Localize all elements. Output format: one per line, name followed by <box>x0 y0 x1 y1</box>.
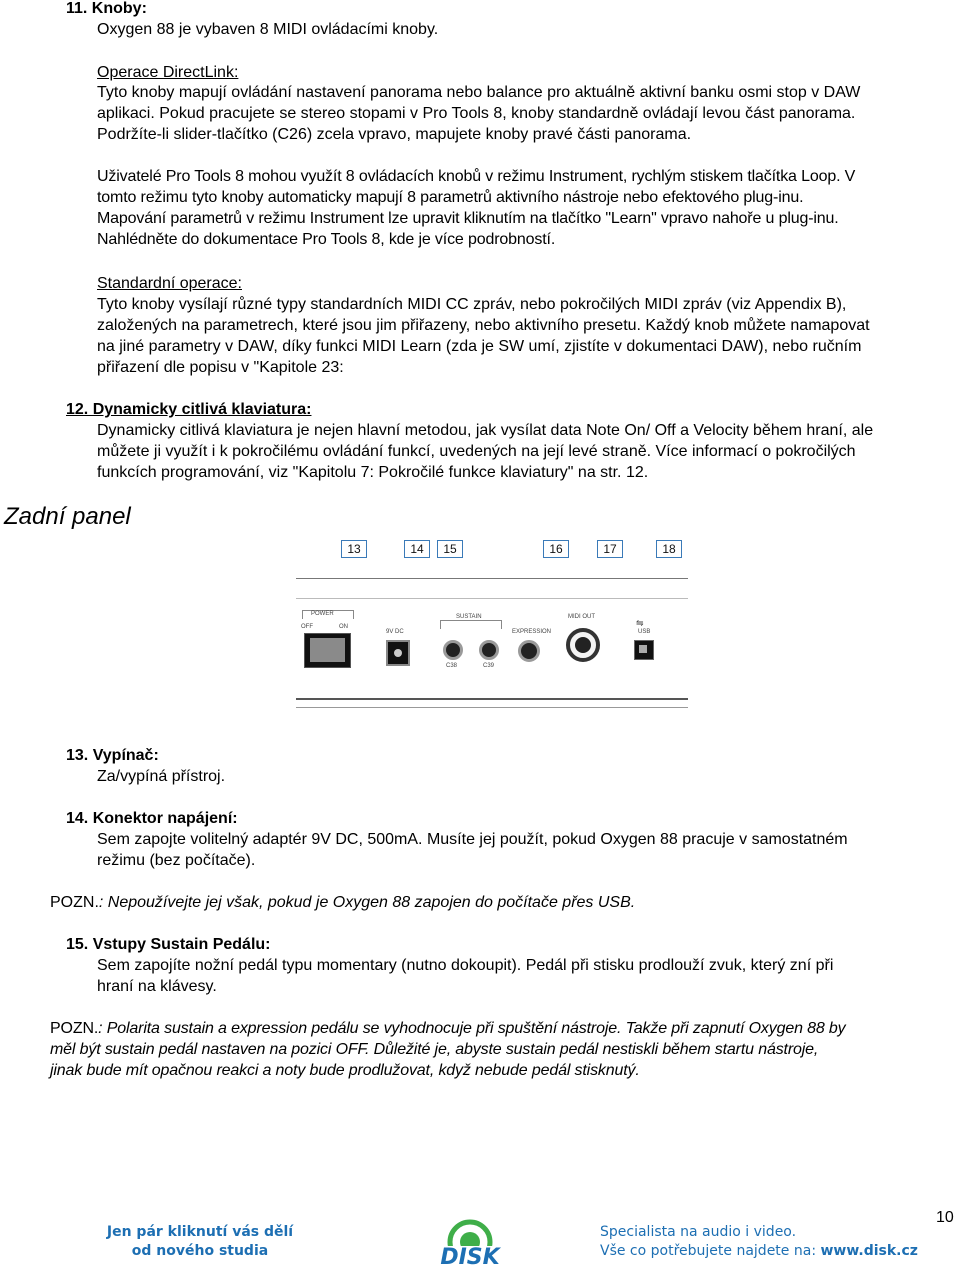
section-14-line-1: Sem zapojte volitelný adaptér 9V DC, 500mA. Musíte jej použít, pokud Oxygen 88 pracuje v samostatném <box>97 831 848 848</box>
section-15-line-2: hraní na klávesy. <box>97 978 217 995</box>
callout-15: 15 <box>437 540 463 558</box>
footer-slogan <box>90 1223 310 1261</box>
power-label: POWER <box>311 611 334 617</box>
usb-port-inner <box>639 645 647 653</box>
protools-line-4: Nahlédněte do dokumentace Pro Tools 8, kde je více podrobností. <box>97 231 556 248</box>
footer-slogan-line-1: Jen pár kliknutí vás dělí <box>106 1224 294 1240</box>
rear-panel-title: Zadní panel <box>4 503 131 530</box>
usb-label: USB <box>638 629 651 635</box>
section-15-line-1: Sem zapojíte nožní pedál typu momentary (nutno dokoupit). Pedál při stisku prodlouží zvuk, který zní při <box>97 957 834 974</box>
note-2-line-3: jinak bude mít opačnou reakci a noty bude prodlužovat, když nebude pedál stisknutý. <box>50 1062 640 1079</box>
sustain-label: SUSTAIN <box>456 614 482 620</box>
standard-line-4: přiřazení dle popisu v "Kapitole 23: <box>97 359 344 376</box>
note-2-text-1: : Polarita sustain a expression pedálu se vyhodnocuje při spuštění nástroje. Takže při zapnutí Oxygen 88 by <box>98 1020 846 1037</box>
expression-jack[interactable] <box>518 640 540 662</box>
midi-out-port[interactable] <box>566 628 600 662</box>
dc-jack-pin <box>394 649 402 657</box>
standard-title: Standardní operace: <box>97 275 242 292</box>
section-12-line-2: můžete ji využít i k pokročilému ovládání funkcí, uvedených na její levé straně. Více informací o pokročilých <box>97 443 856 460</box>
standard-line-3: na jiné parametry v DAW, díky funkci MIDI Learn (zda je SW umí, zjistíte v dokumentaci DAW), nebo ručním <box>97 338 862 355</box>
callout-13: 13 <box>341 540 367 558</box>
usb-icon: ⇋ <box>636 618 644 628</box>
note-1-text: : Nepoužívejte jej však, pokud je Oxygen 88 zapojen do počítače přes USB. <box>98 894 636 911</box>
sustain-jack-2[interactable] <box>479 640 499 660</box>
protools-line-2: tomto režimu tyto knoby automaticky mapují 8 parametrů aktivního nástroje nebo efektového plug-inu. <box>97 189 804 206</box>
sustain-bracket <box>440 620 502 629</box>
panel-base-edge <box>296 707 688 708</box>
c38-label: C38 <box>446 663 458 669</box>
directlink-line-2: aplikaci. Pokud pracujete se stereo stopami v Pro Tools 8, knoby standardně ovládají levou část panorama. <box>97 105 856 122</box>
section-15-heading: 15. Vstupy Sustain Pedálu: <box>66 936 271 953</box>
power-on-label: ON <box>339 624 348 630</box>
footer-right-prefix: Vše co potřebujete najdete na: <box>600 1243 821 1259</box>
protools-line-1: Uživatelé Pro Tools 8 mohou využít 8 ovládacích knobů v režimu Instrument, rychlým stiskem tlačítka Loop. V <box>97 168 856 185</box>
footer-slogan-line-2: od nového studia <box>131 1243 269 1259</box>
callout-16: 16 <box>543 540 569 558</box>
c39-label: C39 <box>483 663 495 669</box>
power-switch[interactable] <box>304 633 351 668</box>
note-2-prefix: POZN. <box>50 1020 99 1037</box>
section-12-line-3: funkcích programování, viz "Kapitolu 7: Pokročilé funkce klaviatury" na str. 12. <box>97 464 649 481</box>
section-14-heading: 14. Konektor napájení: <box>66 810 238 827</box>
page-number: 10 <box>936 1209 954 1226</box>
standard-line-1: Tyto knoby vysílají různé typy standardních MIDI CC zpráv, nebo pokročilých MIDI zpráv (viz Appendix B), <box>97 296 847 313</box>
note-1-prefix: POZN. <box>50 894 99 911</box>
section-11-intro: Oxygen 88 je vybaven 8 MIDI ovládacími knoby. <box>97 21 439 38</box>
section-13-text: Za/vypíná přístroj. <box>97 768 226 785</box>
panel-bottom-edge <box>296 698 688 700</box>
standard-line-2: založených na parametrech, které jsou jim přiřazeny, nebo aktivního presetu. Každý knob můžete namapovat <box>97 317 870 334</box>
panel-top-edge <box>296 578 688 579</box>
protools-line-3: Mapování parametrů v režimu Instrument lze upravit kliknutím na tlačítko "Learn" vpravo nahoře u plug-inu. <box>97 210 839 227</box>
callout-14: 14 <box>404 540 430 558</box>
section-11-heading: 11. Knoby: <box>66 0 147 17</box>
midi-out-socket <box>575 637 591 653</box>
midi-out-label: MIDI OUT <box>568 614 595 620</box>
disk-logo <box>422 1216 518 1276</box>
power-switch-rocker <box>310 638 345 662</box>
sustain-jack-1[interactable] <box>443 640 463 660</box>
footer-right-line-1: Specialista na audio i video. <box>600 1224 797 1240</box>
panel-inner-edge <box>296 598 688 599</box>
callout-17: 17 <box>597 540 623 558</box>
expression-label: EXPRESSION <box>512 629 552 635</box>
disk-logo-text: DISK <box>440 1245 500 1270</box>
section-12-heading: 12. Dynamicky citlivá klaviatura: <box>66 401 312 418</box>
note-2-line-1 <box>50 1018 846 1039</box>
dc-label: 9V DC <box>386 629 404 635</box>
callout-18: 18 <box>656 540 682 558</box>
note-1 <box>50 892 635 913</box>
footer-url-link[interactable]: www.disk.cz <box>820 1243 918 1259</box>
note-2-line-2: měl být sustain pedál nastaven na pozici OFF. Důležité je, abyste sustain pedál nestiskli během startu nástroje, <box>50 1041 819 1058</box>
directlink-line-1: Tyto knoby mapují ovládání nastavení panorama nebo balance pro aktuálně aktivní banku osmi stop v DAW <box>97 84 861 101</box>
section-14-line-2: režimu (bez počítače). <box>97 852 256 869</box>
usb-port[interactable] <box>634 640 654 660</box>
power-off-label: OFF <box>301 624 313 630</box>
dc-power-jack[interactable] <box>386 640 410 666</box>
directlink-title: Operace DirectLink: <box>97 64 239 81</box>
footer-right-line-2 <box>600 1242 918 1261</box>
directlink-line-3: Podržíte-li slider-tlačítko (C26) zcela vpravo, mapujete knoby pravé části panorama. <box>97 126 692 143</box>
section-13-heading: 13. Vypínač: <box>66 747 159 764</box>
section-12-line-1: Dynamicky citlivá klaviatura je nejen hlavní metodou, jak vysílat data Note On/ Off a Velocity během hraní, ale <box>97 422 874 439</box>
